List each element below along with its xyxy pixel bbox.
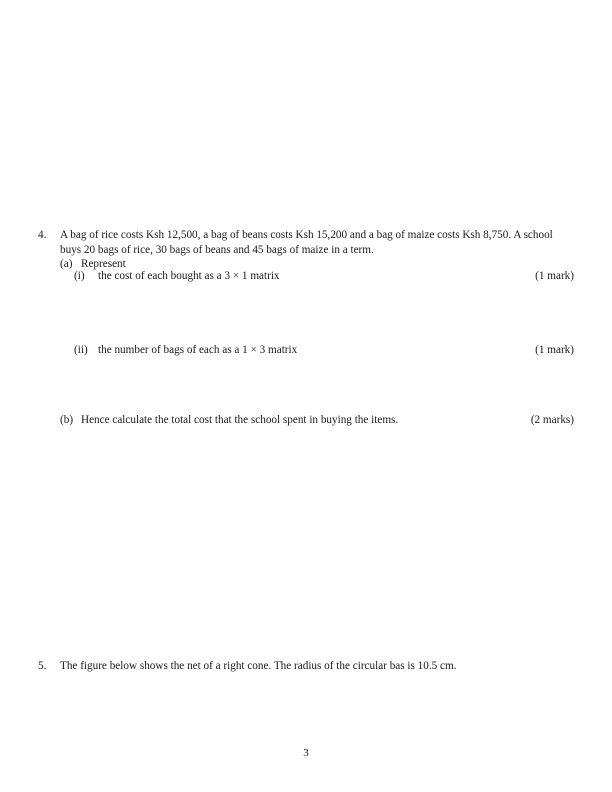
question-5-stem: The figure below shows the net of a right cone. The radius of the circular bas is 10.5 cm. (60, 660, 457, 672)
part-b-text: Hence calculate the total cost that the school spent in buying the items. (81, 414, 399, 427)
subpart-i-label: (i) (74, 270, 85, 283)
question-5-header (38, 659, 574, 674)
answer-space-a-i (38, 282, 574, 344)
subpart-i-marks: (1 mark) (535, 270, 574, 283)
question-4-part-a (38, 258, 574, 270)
subpart-ii-label: (ii) (74, 344, 88, 357)
subpart-i-text: the cost of each bought as a 3 × 1 matrix (98, 270, 280, 283)
question-4-part-a-ii (38, 344, 574, 356)
answer-space-a-ii (38, 356, 574, 414)
page-number: 3 (303, 747, 309, 759)
question-4-part-a-i (38, 270, 574, 282)
question-5 (38, 659, 574, 674)
question-4-header (38, 228, 574, 258)
subpart-ii-text: the number of bags of each as a 1 × 3 matrix (98, 344, 298, 357)
part-a-text: Represent (81, 258, 126, 271)
question-4-part-b (38, 414, 574, 426)
part-a-label: (a) (60, 258, 73, 271)
question-5-number: 5. (38, 660, 47, 672)
question-4 (38, 228, 574, 426)
subpart-ii-marks: (1 mark) (535, 344, 574, 357)
question-4-stem: A bag of rice costs Ksh 12,500, a bag of beans costs Ksh 15,200 and a bag of maize costs Ksh 8,750. A school buys 20 bags of rice, 30 bags of beans and 45 bags of maize in a term. (60, 229, 553, 257)
part-b-marks: (2 marks) (530, 414, 574, 427)
question-4-number: 4. (38, 229, 47, 241)
part-b-label: (b) (60, 414, 74, 427)
